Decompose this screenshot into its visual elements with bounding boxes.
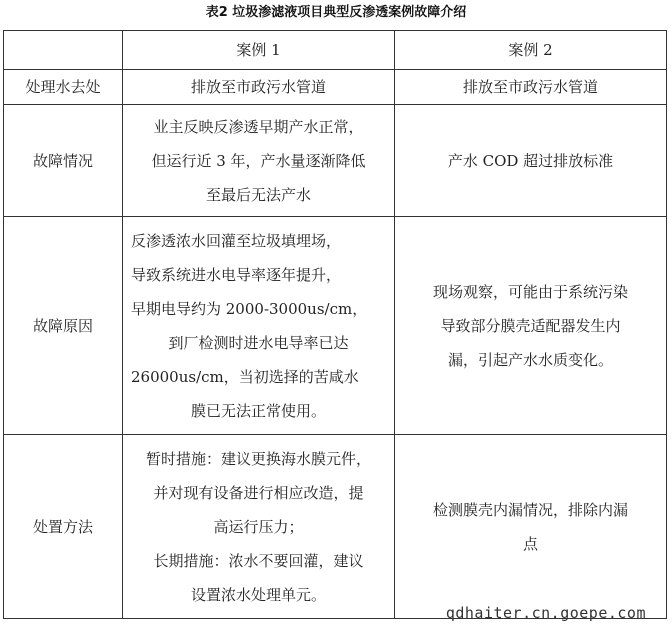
cell-case2-destination [395,70,667,105]
cell-case1-disposal-method [123,435,395,619]
text-line: 产水 COD 超过排放标准 [447,151,614,170]
cell-case1-destination [123,70,395,105]
text-line: 排放至市政污水管道 [190,78,326,96]
text-line: 导致系统进水电导率逐年提升， [131,265,342,284]
text-line: 业主反映反渗透早期产水正常， [153,117,364,136]
text-line: 膜已无法正常使用。 [190,401,326,420]
text-line: 到厂检测时进水电导率已达 [168,333,349,352]
text-line: 现场观察，可能由于系统污染 [432,282,628,301]
cell-case1-fault-cause [123,217,395,435]
text-line: 至最后无法产水 [205,185,311,204]
text-line: 26000us/cm，当初选择的苦咸水 [131,367,359,386]
text-line: 排放至市政污水管道 [462,78,598,96]
row-label-disposal-method: 处置方法 [4,435,123,619]
table-row [4,435,667,619]
text-line: 早期电导约为 2000-3000us/cm， [131,299,368,318]
cell-case2-fault-cause [395,217,667,435]
text-line: 设置浓水处理单元。 [190,585,326,604]
header-case-1: 案例 1 [123,31,395,70]
table-row [4,70,667,105]
text-line: 但运行近 3 年，产水量逐渐降低 [151,151,366,170]
cell-case2-fault-situation [395,105,667,217]
text-line: 暂时措施：建议更换海水膜元件， [145,449,371,468]
header-case-2: 案例 2 [395,31,667,70]
row-label-fault-cause: 故障原因 [4,217,123,435]
table-caption: 表2 垃圾渗滤液项目典型反渗透案例故障介绍 [205,5,467,20]
row-label-destination: 处理水去处 [4,70,123,105]
text-line: 检测膜壳内漏情况，排除内漏 [432,500,628,519]
table-header-row [4,31,667,70]
text-line: 点 [522,534,538,553]
table-row [4,105,667,217]
text-line: 漏，引起产水水质变化。 [447,350,613,369]
table-row [4,217,667,435]
watermark-text: qdhaiter.cn.goepe.com [445,604,646,622]
text-line: 反渗透浓水回灌至垃圾填埋场， [131,231,342,250]
row-label-fault-situation: 故障情况 [4,105,123,217]
text-line: 导致部分膜壳适配器发生内 [440,316,621,335]
text-line: 长期措施：浓水不要回灌，建议 [153,551,364,570]
text-line: 并对现有设备进行相应改造，提 [153,483,364,502]
cell-case2-disposal-method [395,435,667,619]
case-table [3,30,667,619]
cell-case1-fault-situation [123,105,395,217]
text-line: 高运行压力； [213,517,304,536]
header-corner [4,31,123,70]
